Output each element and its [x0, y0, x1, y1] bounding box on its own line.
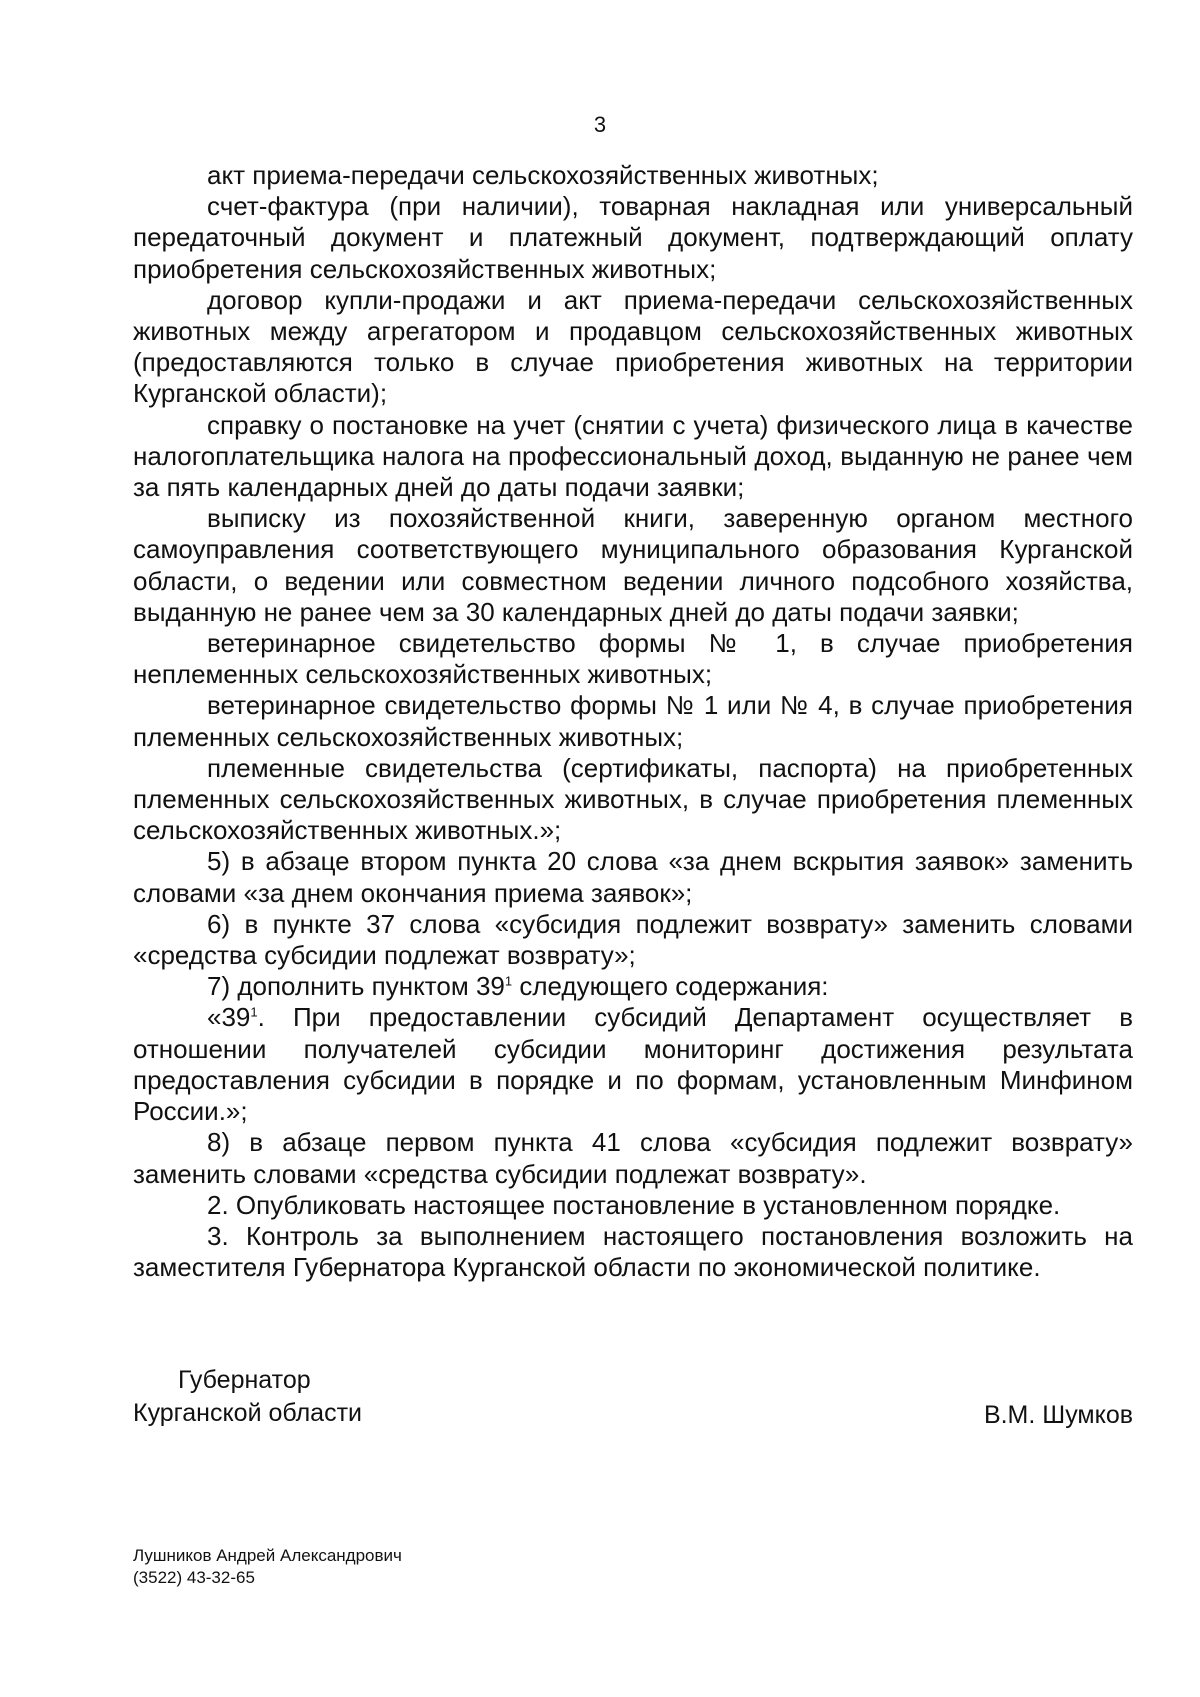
paragraph: счет-фактура (при наличии), товарная накладная или универсальный передаточный документ и платежный документ, подтверждающий оплату приобретения сельскохозяйственных животных; — [133, 191, 1133, 284]
executor-block — [133, 1545, 402, 1589]
paragraph: договор купли-продажи и акт приема-передачи сельскохозяйственных животных между агрегатором и продавцом сельскохозяйственных животных (предоставляются только в случае приобретения животных на территории Курганской области); — [133, 284, 1133, 409]
paragraph: акт приема-передачи сельскохозяйственных животных; — [207, 160, 879, 190]
page-number: 3 — [593, 112, 607, 137]
text-fragment: следующего содержания: — [512, 971, 829, 1002]
text-fragment: . При предоставлении субсидий Департамент осуществляет в отношении получателей субсидии мониторинг достижения результата предоставления субсидии в порядке и по формам, установленным Минфином России.»; — [133, 1002, 1133, 1127]
paragraph: 3. Контроль за выполнением настоящего постановления возложить на заместителя Губернатора Курганской области по экономической политике. — [133, 1220, 1133, 1283]
signatory-title-line1: Губернатор — [178, 1366, 311, 1394]
paragraph: 2. Опубликовать настоящее постановление в установленном порядке. — [207, 1189, 1061, 1220]
signature-block — [133, 1364, 1133, 1444]
superscript: 1 — [504, 973, 513, 989]
paragraph: 6) в пункте 37 слова «субсидия подлежит возврату» заменить словами «средства субсидии подлежат возврату»; — [133, 908, 1133, 971]
executor-name: Лушников Андрей Александрович — [133, 1546, 402, 1565]
paragraph: ветеринарное свидетельство формы № 1 или № 4, в случае приобретения племенных сельскохозяйственных животных; — [133, 690, 1133, 752]
paragraph: справку о постановке на учет (снятии с учета) физического лица в качестве налогоплательщика налога на профессиональный доход, выданную не ранее чем за пять календарных дней до даты подачи заявки; — [133, 409, 1133, 503]
superscript: 1 — [250, 1004, 258, 1020]
signatory-title-line2: Курганской области — [133, 1399, 363, 1427]
paragraph: ветеринарное свидетельство формы № 1, в случае приобретения неплеменных сельскохозяйственных животных; — [133, 628, 1133, 690]
text-fragment: 7) дополнить пунктом 39 — [207, 971, 505, 1002]
paragraph: племенные свидетельства (сертификаты, паспорта) на приобретенных племенных сельскохозяйственных животных, в случае приобретения племенных сельскохозяйственных животных.»; — [133, 752, 1133, 846]
signatory-name: В.М. Шумков — [983, 1401, 1133, 1429]
paragraph: выписку из похозяйственной книги, заверенную органом местного самоуправления соответствующего муниципального образования Курганской области, о ведении или совместном ведении личного подсобного хозяйства, выданную не ранее чем за 30 календарных дней до даты подачи заявки; — [133, 503, 1133, 627]
paragraph: 5) в абзаце втором пункта 20 слова «за днем вскрытия заявок» заменить словами «за днем окончания приема заявок»; — [133, 846, 1133, 908]
paragraph-item-7 — [133, 971, 1133, 1002]
executor-phone: (3522) 43-32-65 — [133, 1568, 255, 1587]
text-fragment: «39 — [207, 1002, 251, 1033]
document-body — [133, 160, 1133, 1283]
paragraph: 8) в абзаце первом пункта 41 слова «субсидия подлежит возврату» заменить словами «средства субсидии подлежат возврату». — [133, 1127, 1133, 1189]
paragraph-item-7-quote — [133, 1002, 1133, 1127]
